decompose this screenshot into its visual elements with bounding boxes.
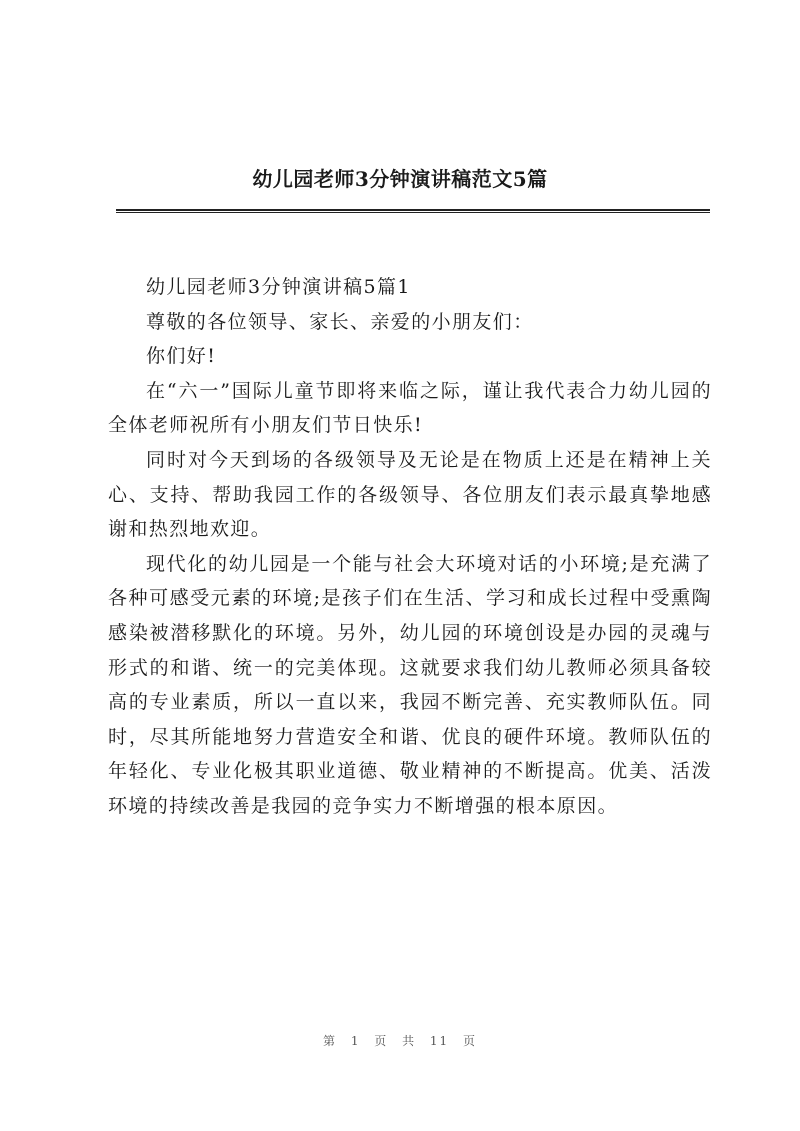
document-body — [108, 270, 712, 824]
paragraph-heading: 幼儿园老师3分钟演讲稿5篇1 — [146, 276, 411, 298]
paragraph: 现代化的幼儿园是一个能与社会大环境对话的小环境;是充满了各种可感受元素的环境;是孩子们在生活、学习和成长过程中受熏陶感染被潜移默化的环境。另外，幼儿园的环境创设是办园的灵魂与形式的和谐、统一的完美体现。这就要求我们幼儿教师必须具备较高的专业素质，所以一直以来，我园不断完善、充实教师队伍。同时，尽其所能地努力营造安全和谐、优良的硬件环境。教师队伍的年轻化、专业化极其职业道德、敬业精神的不断提高。优美、活泼环境的持续改善是我园的竞争实力不断增强的根本原因。 — [108, 552, 712, 817]
paragraph: 在“六一”国际儿童节即将来临之际，谨让我代表合力幼儿园的全体老师祝所有小朋友们节日快乐! — [108, 379, 712, 437]
page-number-footer: 第 1 页 共 11 页 — [323, 1034, 477, 1048]
title-divider — [116, 209, 710, 213]
paragraph-salutation: 尊敬的各位领导、家长、亲爱的小朋友们： — [146, 310, 534, 333]
paragraph-greeting: 你们好! — [146, 345, 217, 368]
paragraph: 同时对今天到场的各级领导及无论是在物质上还是在精神上关心、支持、帮助我园工作的各级领导、各位朋友们表示最真挚地感谢和热烈地欢迎。 — [108, 448, 712, 541]
document-title: 幼儿园老师3分钟演讲稿范文5篇 — [252, 167, 548, 191]
